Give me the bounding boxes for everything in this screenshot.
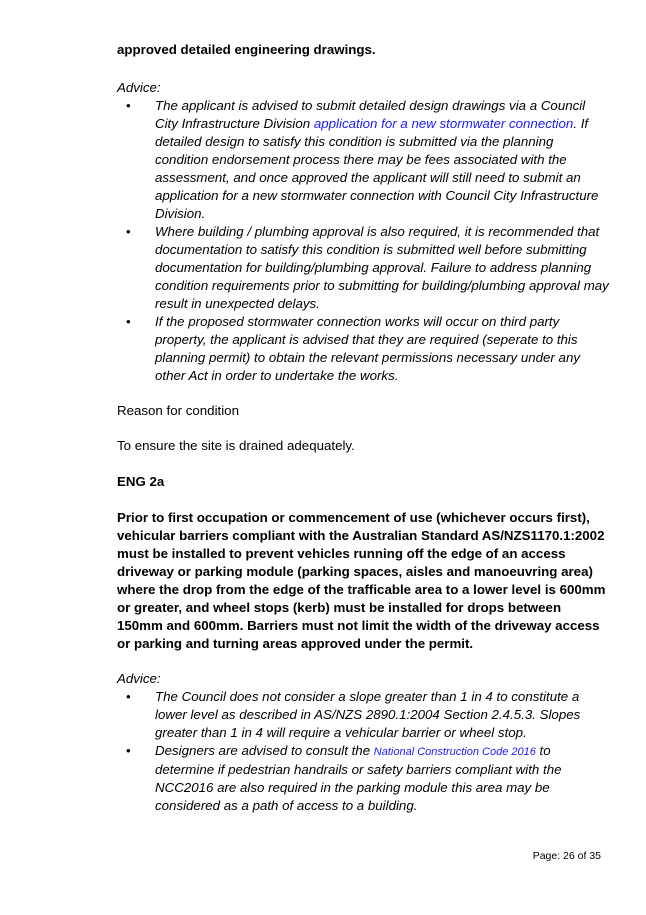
advice-item-text: If the proposed stormwater connection works will occur on third party property, the applicant is advised that they are required (seperate to this planning permit) to obtain the relevant permissions necessary under any other Act in order to undertake the works.	[155, 314, 580, 383]
advice-item	[117, 742, 609, 815]
advice-item-text: Where building / plumbing approval is also required, it is recommended that documentation to satisfy this condition is submitted well before submitting documentation for building/plumbing approval. Failure to address planning condition requirements prior to submitting for building/plumbing approval may result in unexpected delays.	[155, 224, 609, 311]
advice-item	[117, 223, 609, 313]
advice-list-2	[117, 688, 609, 815]
page-number: Page: 26 of 35	[532, 850, 601, 862]
bullet-icon: •	[126, 743, 131, 758]
condition-text: Prior to first occupation or commencement of use (whichever occurs first), vehicular barriers compliant with the Australian Standard AS/NZS1170.1:2002 must be installed to prevent vehicles running off the edge of an access driveway or parking module (parking spaces, aisles and manoeuvring area) where the drop from the edge of the trafficable area to a lower level is 600mm or greater, and wheel stops (kerb) must be installed for drops between 150mm and 600mm. Barriers must not limit the width of the driveway access or parking and turning areas approved under the permit.	[117, 510, 606, 651]
advice-item-text: The applicant is advised to submit detailed design drawings via a Council City Infrastructure Division	[155, 98, 586, 131]
bullet-icon: •	[126, 689, 131, 704]
bullet-icon: •	[126, 314, 131, 329]
advice-item	[117, 313, 609, 385]
condition-code: ENG 2a	[117, 474, 165, 489]
bullet-icon: •	[126, 98, 131, 113]
advice-item-text: to determine if pedestrian handrails or safety barriers compliant with the NCC2016 are also required in the parking module this area may be considered as a path of access to a building.	[155, 743, 562, 813]
bullet-icon: •	[126, 224, 131, 239]
advice-heading-2: Advice:	[117, 671, 161, 686]
advice-item-text: . If detailed design to satisfy this condition is submitted via the planning condition endorsement process there may be fees associated with the assessment, and once approved the applicant will still need to submit an application for a new stormwater connection with Council City Infrastructure Division.	[155, 116, 599, 221]
advice-item-text: Designers are advised to consult the	[155, 743, 374, 758]
ncc-2016-link[interactable]: National Construction Code 2016	[373, 746, 536, 758]
advice-item-text: The Council does not consider a slope greater than 1 in 4 to constitute a lower level as described in AS/NZS 2890.1:2004 Section 2.4.5.3. Slopes greater than 1 in 4 will require a vehicular barrier or wheel stop.	[155, 689, 581, 740]
advice-list-1	[117, 97, 609, 385]
advice-item	[117, 97, 609, 223]
advice-item	[117, 688, 609, 742]
reason-text: To ensure the site is drained adequately.	[117, 438, 355, 453]
reason-heading: Reason for condition	[117, 403, 239, 418]
continuation-text: approved detailed engineering drawings.	[117, 42, 376, 57]
stormwater-connection-link[interactable]: application for a new stormwater connection	[313, 116, 574, 131]
advice-heading-1: Advice:	[117, 80, 161, 95]
